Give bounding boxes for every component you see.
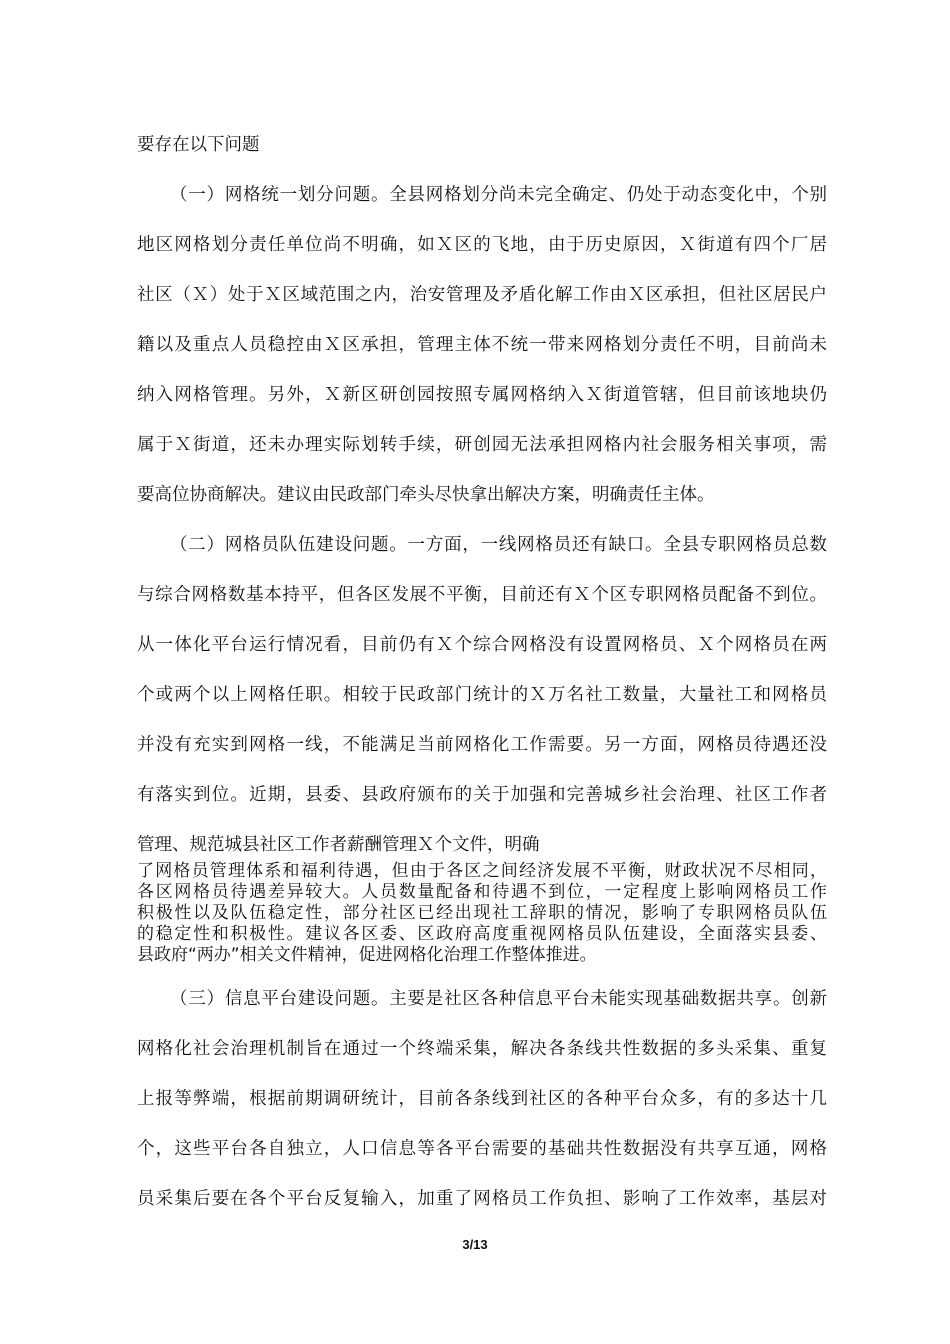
text-line: 社区（Ｘ）处于Ｘ区域范围之内，治安管理及矛盾化解工作由Ｘ区承担，但社区居民户 bbox=[137, 285, 827, 305]
text-line: 县政府“两办”相关文件精神，促进网格化治理工作整体推进。 bbox=[137, 945, 597, 965]
text-line: 管理、规范城县社区工作者薪酬管理Ｘ个文件，明确 bbox=[137, 835, 540, 855]
text-line: 有落实到位。近期，县委、县政府颁布的关于加强和完善城乡社会治理、社区工作者 bbox=[137, 785, 827, 805]
text-line: 纳入网格管理。另外，Ｘ新区研创园按照专属网格纳入Ｘ街道管辖，但目前该地块仍 bbox=[137, 385, 827, 405]
text-line: 从一体化平台运行情况看，目前仍有Ｘ个综合网格没有设置网格员、Ｘ个网格员在两 bbox=[137, 635, 827, 655]
text-line: 个或两个以上网格任职。相较于民政部门统计的Ｘ万名社工数量，大量社工和网格员 bbox=[137, 685, 827, 705]
paragraph-3-start: （三）信息平台建设问题。主要是社区各种信息平台未能实现基础数据共享。创新 bbox=[170, 989, 827, 1009]
text-line: 个，这些平台各自独立，人口信息等各平台需要的基础共性数据没有共享互通，网格 bbox=[137, 1139, 827, 1159]
text-line: 网格化社会治理机制旨在通过一个终端采集，解决各条线共性数据的多头采集、重复 bbox=[137, 1039, 827, 1059]
text-line: 与综合网格数基本持平，但各区发展不平衡，目前还有Ｘ个区专职网格员配备不到位。 bbox=[137, 585, 827, 605]
text-line: 积极性以及队伍稳定性，部分社区已经出现社工辞职的情况，影响了专职网格员队伍 bbox=[137, 903, 827, 923]
text-line: 并没有充实到网格一线，不能满足当前网格化工作需要。另一方面，网格员待遇还没 bbox=[137, 735, 827, 755]
text-line: 员采集后要在各个平台反复输入，加重了网格员工作负担、影响了工作效率，基层对 bbox=[137, 1189, 827, 1209]
text-line: 各区网格员待遇差异较大。人员数量配备和待遇不到位，一定程度上影响网格员工作 bbox=[137, 882, 827, 902]
text-line: 属于Ｘ街道，还未办理实际划转手续，研创园无法承担网格内社会服务相关事项，需 bbox=[137, 435, 827, 455]
text-line: 籍以及重点人员稳控由Ｘ区承担，管理主体不统一带来网格划分责任不明，目前尚未 bbox=[137, 335, 827, 355]
text-line: 了网格员管理体系和福利待遇，但由于各区之间经济发展不平衡，财政状况不尽相同， bbox=[137, 861, 827, 881]
text-line: 上报等弊端，根据前期调研统计，目前各条线到社区的各种平台众多，有的多达十几 bbox=[137, 1089, 827, 1109]
page-number: 3/13 bbox=[462, 1237, 488, 1252]
text-line: 要高位协商解决。建议由民政部门牵头尽快拿出解决方案，明确责任主体。 bbox=[137, 485, 715, 505]
paragraph-2-start: （二）网格员队伍建设问题。一方面，一线网格员还有缺口。全县专职网格员总数 bbox=[170, 535, 827, 555]
text-line: 的稳定性和积极性。建议各区委、区政府高度重视网格员队伍建设，全面落实县委、 bbox=[137, 924, 827, 944]
text-line: 要存在以下问题 bbox=[137, 135, 260, 155]
text-line: 地区网格划分责任单位尚不明确，如Ｘ区的飞地，由于历史原因，Ｘ街道有四个厂居 bbox=[137, 235, 827, 255]
paragraph-1-start: （一）网格统一划分问题。全县网格划分尚未完全确定、仍处于动态变化中，个别 bbox=[170, 185, 827, 205]
